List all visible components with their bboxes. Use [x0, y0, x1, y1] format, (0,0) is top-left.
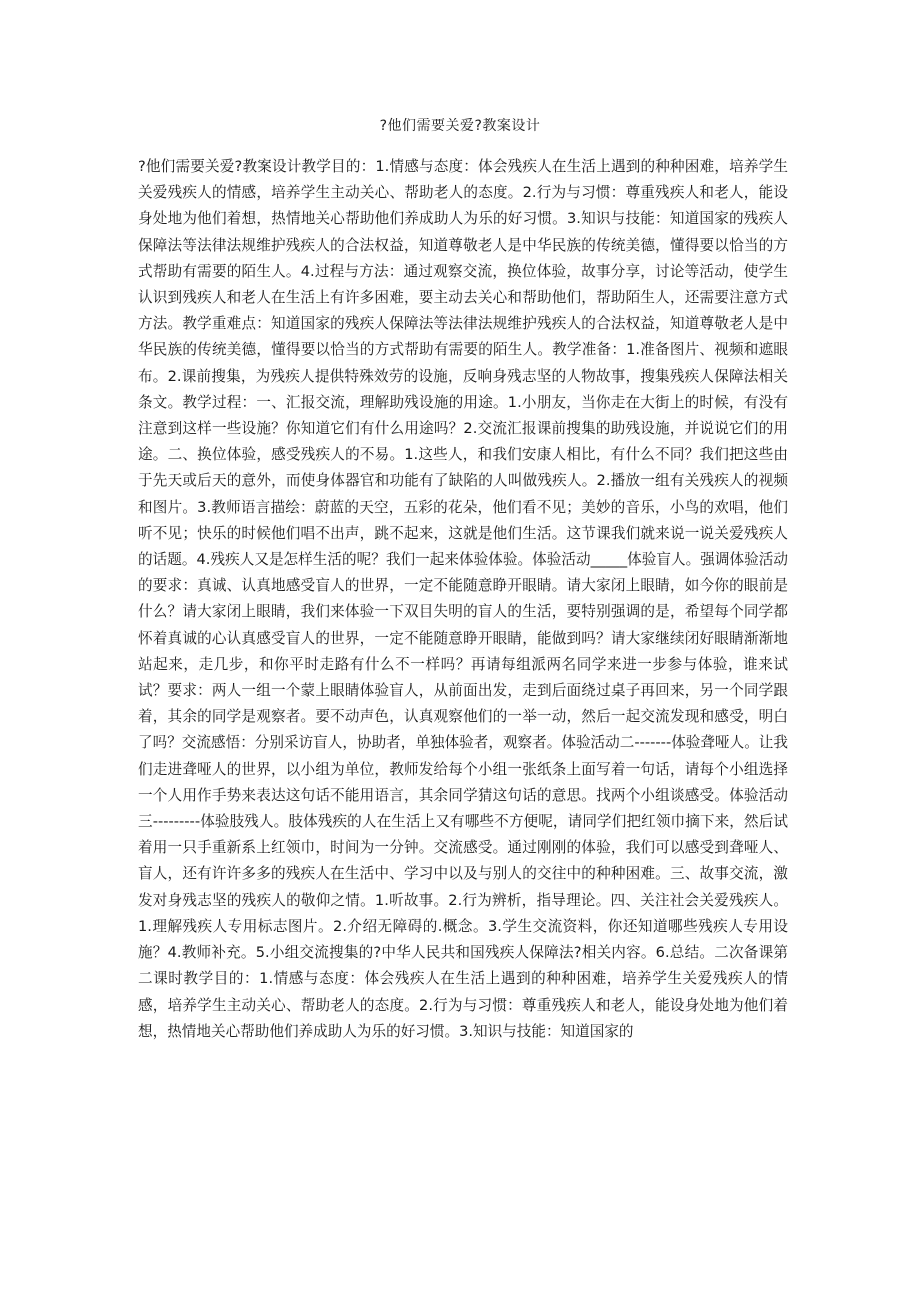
document-body-text: ?他们需要关爱?教案设计教学目的：1.情感与态度：体会残疾人在生活上遇到的种种困难，培养学生关爱残疾人的情感，培养学生主动关心、帮助老人的态度。2.行为与习惯：尊重残疾人和老人，能设身处地为他们着想，热情地关心帮助他们养成助人为乐的好习惯。3.知识与技能：知道国家的残疾人保障法等法律法规维护残疾人的合法权益，知道尊敬老人是中华民族的传统美德，懂得要以恰当的方式帮助有需要的陌生人。4.过程与方法：通过观察交流，换位体验，故事分享，讨论等活动，使学生认识到残疾人和老人在生活上有许多困难，要主动去关心和帮助他们，帮助陌生人，还需要注意方式方法。教学重难点：知道国家的残疾人保障法等法律法规维护残疾人的合法权益，知道尊敬老人是中华民族的传统美德，懂得要以恰当的方式帮助有需要的陌生人。教学准备：1.准备图片、视频和遮眼布。2.课前搜集，为残疾人提供特殊效劳的设施，反响身残志坚的人物故事，搜集残疾人保障法相关条文。教学过程：一、汇报交流，理解助残设施的用途。1.小朋友，当你走在大街上的时候，有没有注意到这样一些设施？你知道它们有什么用途吗？2.交流汇报课前搜集的助残设施，并说说它们的用途。二、换位体验，感受残疾人的不易。1.这些人，和我们安康人相比，有什么不同？我们把这些由于先天或后天的意外，而使身体器官和功能有了缺陷的人叫做残疾人。2.播放一组有关残疾人的视频和图片。3.教师语言描绘：蔚蓝的天空，五彩的花朵，他们看不见；美妙的音乐，小鸟的欢唱，他们听不见；快乐的时候他们唱不出声，跳不起来，这就是他们生活。这节课我们就来说一说关爱残疾人的话题。4.残疾人又是怎样生活的呢？我们一起来体验体验。体验活动_____体验盲人。强调体验活动的要求：真诚、认真地感受盲人的世界，一定不能随意睁开眼睛。请大家闭上眼睛，如今你的眼前是什么？请大家闭上眼睛，我们来体验一下双目失明的盲人的生活，要特别强调的是，希望每个同学都怀着真诚的心认真感受盲人的世界，一定不能随意睁开眼睛，能做到吗？请大家继续闭好眼睛渐渐地站起来，走几步，和你平时走路有什么不一样吗？再请每组派两名同学来进一步参与体验，谁来试试？要求：两人一组一个蒙上眼睛体验盲人，从前面出发，走到后面绕过桌子再回来，另一个同学跟着，其余的同学是观察者。要不动声色，认真观察他们的一举一动，然后一起交流发现和感受，明白了吗？交流感悟：分别采访盲人，协助者，单独体验者，观察者。体验活动二-------体验聋哑人。让我们走进聋哑人的世界，以小组为单位，教师发给每个小组一张纸条上面写着一句话，请每个小组选择一个人用作手势来表达这句话不能用语言，其余同学猜这句话的意思。找两个小组谈感受。体验活动三---------体验肢残人。肢体残疾的人在生活上又有哪些不方便呢，请同学们把红领巾摘下来，然后试着用一只手重新系上红领巾，时间为一分钟。交流感受。通过刚刚的体验，我们可以感受到聋哑人、盲人，还有许许多多的残疾人在生活中、学习中以及与别人的交往中的种种困难。三、故事交流，激发对身残志坚的残疾人的敬仰之情。1.听故事。2.行为辨析，指导理论。四、关注社会关爱残疾人。1.理解残疾人专用标志图片。2.介绍无障碍的.概念。3.学生交流资料，你还知道哪些残疾人专用设施？4.教师补充。5.小组交流搜集的?中华人民共和国残疾人保障法?相关内容。6.总结。二次备课第二课时教学目的：1.情感与态度：体会残疾人在生活上遇到的种种困难，培养学生关爱残疾人的情感，培养学生主动关心、帮助老人的态度。2.行为与习惯：尊重残疾人和老人，能设身处地为他们着想，热情地关心帮助他们养成助人为乐的好习惯。3.知识与技能：知道国家的	[138, 158, 788, 1040]
document-title: ?他们需要关爱?教案设计	[379, 118, 541, 134]
